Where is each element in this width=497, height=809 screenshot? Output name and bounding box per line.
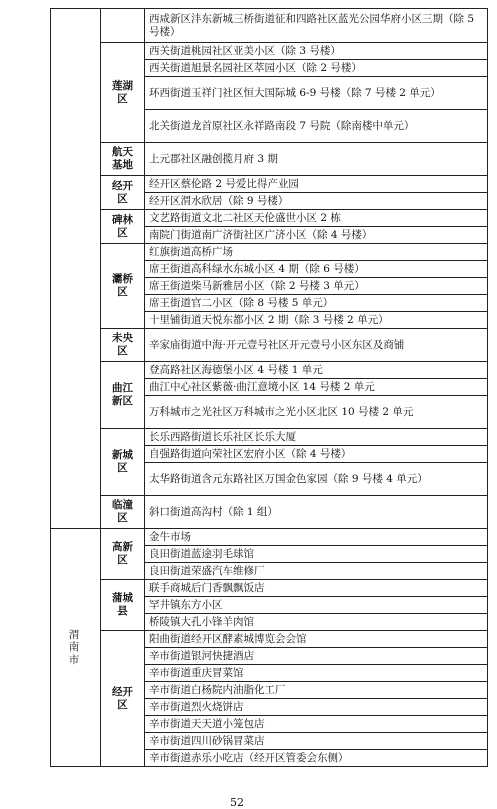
district-label: 经开区 xyxy=(112,685,133,711)
address-cell: 辛市街道重庆冒菜馆 xyxy=(145,665,488,682)
district-cell xyxy=(101,496,145,529)
address-cell: 西关街道桃园社区亚美小区（除 3 号楼） xyxy=(145,43,488,60)
table-row xyxy=(51,362,488,379)
address-cell: 上元郡社区融创揽月府 3 期 xyxy=(145,143,488,176)
table-row xyxy=(51,429,488,446)
district-label: 临潼区 xyxy=(112,499,133,524)
address-cell: 辛市街道白杨院内油脂化工厂 xyxy=(145,682,488,699)
address-cell: 席王街道高科绿水东城小区 4 期（除 6 号楼） xyxy=(145,261,488,278)
address-cell: 经开区渭水欣居（除 9 号楼） xyxy=(145,193,488,210)
district-label: 高新区 xyxy=(112,541,133,566)
district-label: 碑林区 xyxy=(112,213,133,239)
address-cell: 辛市街道天天道小笼包店 xyxy=(145,716,488,733)
district-cell xyxy=(101,9,145,43)
city-label: 渭南市 xyxy=(68,628,83,666)
table-row xyxy=(51,210,488,227)
address-cell: 阳曲街道经开区酵素城博览会会馆 xyxy=(145,631,488,648)
district-cell xyxy=(101,143,145,176)
address-cell: 文艺路街道文北二社区天伦盛世小区 2 栋 xyxy=(145,210,488,227)
address-cell: 环西街道玉祥门社区恒大国际城 6-9 号楼（除 7 号楼 2 单元） xyxy=(145,77,488,110)
district-cell xyxy=(101,580,145,631)
address-cell: 自强路街道向荣社区宏府小区（除 4 号楼） xyxy=(145,446,488,463)
district-label: 航天基地 xyxy=(112,146,133,171)
address-cell: 西关街道旭景名园社区萃园小区（除 2 号楼） xyxy=(145,60,488,77)
address-cell: 辛市街道银河快捷酒店 xyxy=(145,648,488,665)
district-label: 新城区 xyxy=(112,449,133,474)
address-cell: 辛家庙街道中海·开元壹号社区开元壹号小区东区及商铺 xyxy=(145,329,488,362)
district-label: 莲湖区 xyxy=(112,79,133,105)
address-cell: 辛市街道四川砂锅冒菜店 xyxy=(145,733,488,750)
district-label: 未央区 xyxy=(112,332,133,357)
district-cell xyxy=(101,631,145,767)
address-cell: 良田街道荣盛汽车维修厂 xyxy=(145,563,488,580)
city-cell xyxy=(51,529,101,767)
address-cell: 长乐西路街道长乐社区长乐大厦 xyxy=(145,429,488,446)
address-cell: 登高路社区海德堡小区 4 号楼 1 单元 xyxy=(145,362,488,379)
district-cell xyxy=(101,43,145,143)
district-cell xyxy=(101,329,145,362)
address-cell: 西咸新区沣东新城三桥街道征和四路社区蓝光公园华府小区三期（除 5 号楼） xyxy=(145,9,488,43)
address-cell: 北关街道龙首原社区永祥路南段 7 号院（除南楼中单元） xyxy=(145,110,488,143)
address-cell: 十里铺街道天悦东都小区 2 期（除 3 号楼 2 单元） xyxy=(145,312,488,329)
address-cell: 席王街道柴马新雅居小区（除 2 号楼 3 单元） xyxy=(145,278,488,295)
address-cell: 良田街道蓝途羽毛球馆 xyxy=(145,546,488,563)
district-label: 曲江新区 xyxy=(112,382,133,407)
table-row xyxy=(51,496,488,529)
address-cell: 南院门街道南广济街社区广济小区（除 4 号楼） xyxy=(145,227,488,244)
table-row xyxy=(51,143,488,176)
table-row xyxy=(51,244,488,261)
risk-area-table xyxy=(50,8,488,767)
address-cell: 万科城市之光社区万科城市之光小区北区 10 号楼 2 单元 xyxy=(145,396,488,429)
district-cell xyxy=(101,429,145,496)
address-cell: 红旗街道高桥广场 xyxy=(145,244,488,261)
address-cell: 斜口街道高沟村（除 1 组） xyxy=(145,496,488,529)
district-cell xyxy=(101,176,145,210)
table-row xyxy=(51,9,488,43)
table-row xyxy=(51,329,488,362)
district-label: 经开区 xyxy=(112,179,133,205)
table-row xyxy=(51,176,488,193)
address-cell: 经开区蔡伦路 2 号爱比得产业园 xyxy=(145,176,488,193)
address-cell: 金牛市场 xyxy=(145,529,488,546)
address-cell: 辛市街道烈火烧饼店 xyxy=(145,699,488,716)
address-cell: 太华路街道含元东路社区万国金色家园（除 9 号楼 4 单元） xyxy=(145,463,488,496)
district-label: 蒲城县 xyxy=(112,592,133,617)
district-label: 灞桥区 xyxy=(112,273,133,298)
table-row xyxy=(51,631,488,648)
address-cell: 桥陵镇大孔小锋羊肉馆 xyxy=(145,614,488,631)
table-row xyxy=(51,529,488,546)
district-cell xyxy=(101,529,145,580)
page-number: 52 xyxy=(230,796,244,809)
district-cell xyxy=(101,362,145,429)
address-cell: 联手商城后门香飘飘饭店 xyxy=(145,580,488,597)
address-cell: 辛市街道赤乐小吃店（经开区管委会东侧） xyxy=(145,750,488,767)
district-cell xyxy=(101,244,145,329)
city-cell xyxy=(51,9,101,529)
district-cell xyxy=(101,210,145,244)
address-cell: 曲江中心社区紫薇·曲江意境小区 14 号楼 2 单元 xyxy=(145,379,488,396)
address-cell: 席王街道官二小区（除 8 号楼 5 单元） xyxy=(145,295,488,312)
table-row xyxy=(51,580,488,597)
address-cell: 罕井镇东方小区 xyxy=(145,597,488,614)
table-row xyxy=(51,43,488,60)
